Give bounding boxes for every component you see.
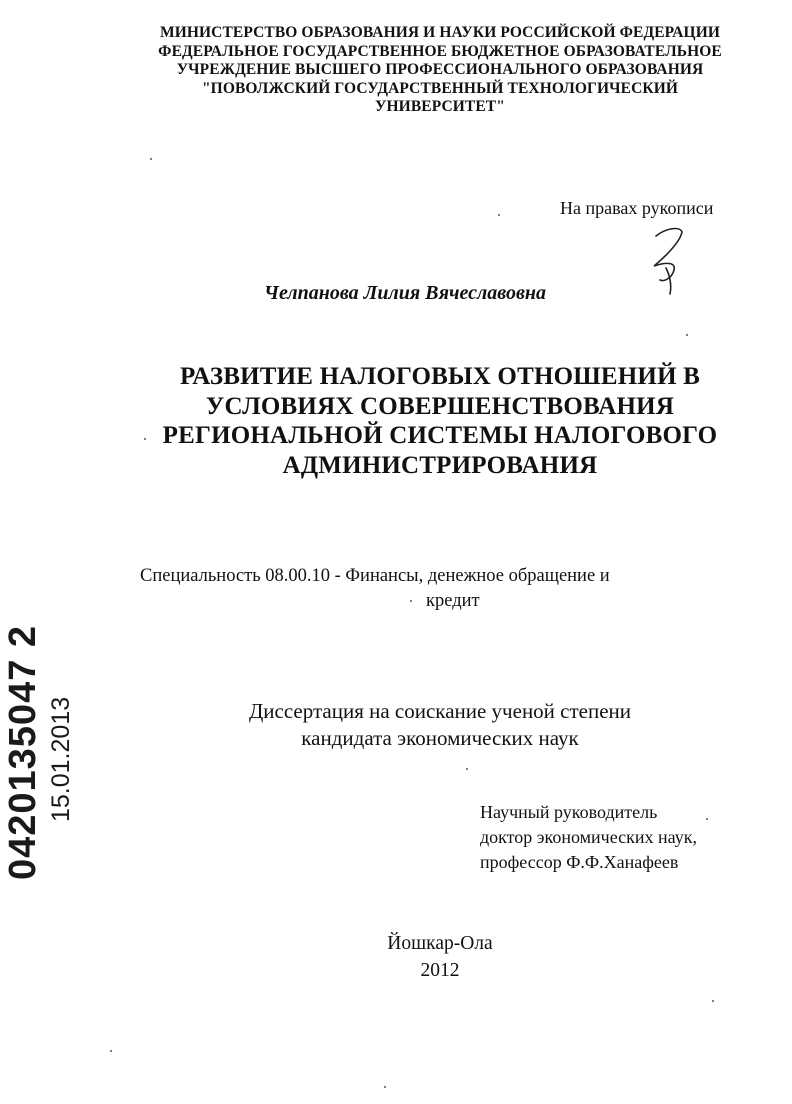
ministry-header-line: УЧРЕЖДЕНИЕ ВЫСШЕГО ПРОФЕССИОНАЛЬНОГО ОБРАЗОВАНИЯ — [176, 61, 704, 78]
ministry-header — [100, 24, 780, 117]
title-line: РЕГИОНАЛЬНОЙ СИСТЕМЫ НАЛОГОВОГО — [162, 422, 718, 449]
specialty-line: кредит — [426, 591, 480, 611]
ministry-header-line: "ПОВОЛЖСКИЙ ГОСУДАРСТВЕННЫЙ ТЕХНОЛОГИЧЕСКИЙ — [201, 79, 679, 97]
scan-speck — [150, 158, 152, 160]
title-line: РАЗВИТИЕ НАЛОГОВЫХ ОТНОШЕНИЙ В — [179, 363, 701, 390]
scan-speck — [110, 1050, 112, 1052]
advisor-line: Научный руководитель — [480, 802, 658, 822]
year: 2012 — [420, 960, 460, 981]
title-line: АДМИНИСТРИРОВАНИЯ — [282, 451, 598, 479]
scan-speck — [498, 214, 500, 216]
title-line: УСЛОВИЯХ СОВЕРШЕНСТВОВАНИЯ — [205, 392, 675, 420]
scan-speck — [410, 600, 412, 602]
specialty-line: Специальность 08.00.10 - Финансы, денежное обращение и — [140, 566, 610, 586]
library-stamp-code: 0420135047 2 — [2, 624, 44, 880]
handwritten-signature — [636, 222, 696, 300]
manuscript-rights-note: На правах рукописи — [560, 198, 714, 218]
ministry-header-line: УНИВЕРСИТЕТ" — [375, 98, 505, 115]
scan-speck — [712, 1000, 714, 1002]
advisor-line: профессор Ф.Ф.Ханафеев — [480, 852, 679, 872]
scan-speck — [144, 438, 146, 440]
degree-statement — [100, 698, 780, 752]
dissertation-title — [100, 362, 780, 480]
ministry-header-line: ФЕДЕРАЛЬНОЕ ГОСУДАРСТВЕННОЕ БЮДЖЕТНОЕ ОБРАЗОВАТЕЛЬНОЕ — [158, 42, 722, 60]
scan-speck — [466, 768, 468, 770]
scan-speck — [384, 1086, 386, 1088]
degree-line: Диссертация на соискание ученой степени — [248, 699, 632, 723]
scan-speck — [686, 334, 688, 336]
specialty — [140, 564, 700, 614]
scientific-advisor — [480, 800, 697, 875]
author-name: Челпанова Лилия Вячеславовна — [264, 282, 547, 304]
advisor-line: доктор экономических наук, — [480, 827, 697, 847]
scan-speck — [706, 818, 708, 820]
city: Йошкар-Ола — [387, 933, 493, 954]
place-and-year — [100, 930, 780, 984]
library-stamp — [4, 625, 74, 880]
library-stamp-date: 15.01.2013 — [47, 696, 75, 822]
ministry-header-line: МИНИСТЕРСТВО ОБРАЗОВАНИЯ И НАУКИ РОССИЙСКОЙ ФЕДЕРАЦИИ — [159, 24, 721, 41]
degree-line: кандидата экономических наук — [301, 726, 579, 750]
